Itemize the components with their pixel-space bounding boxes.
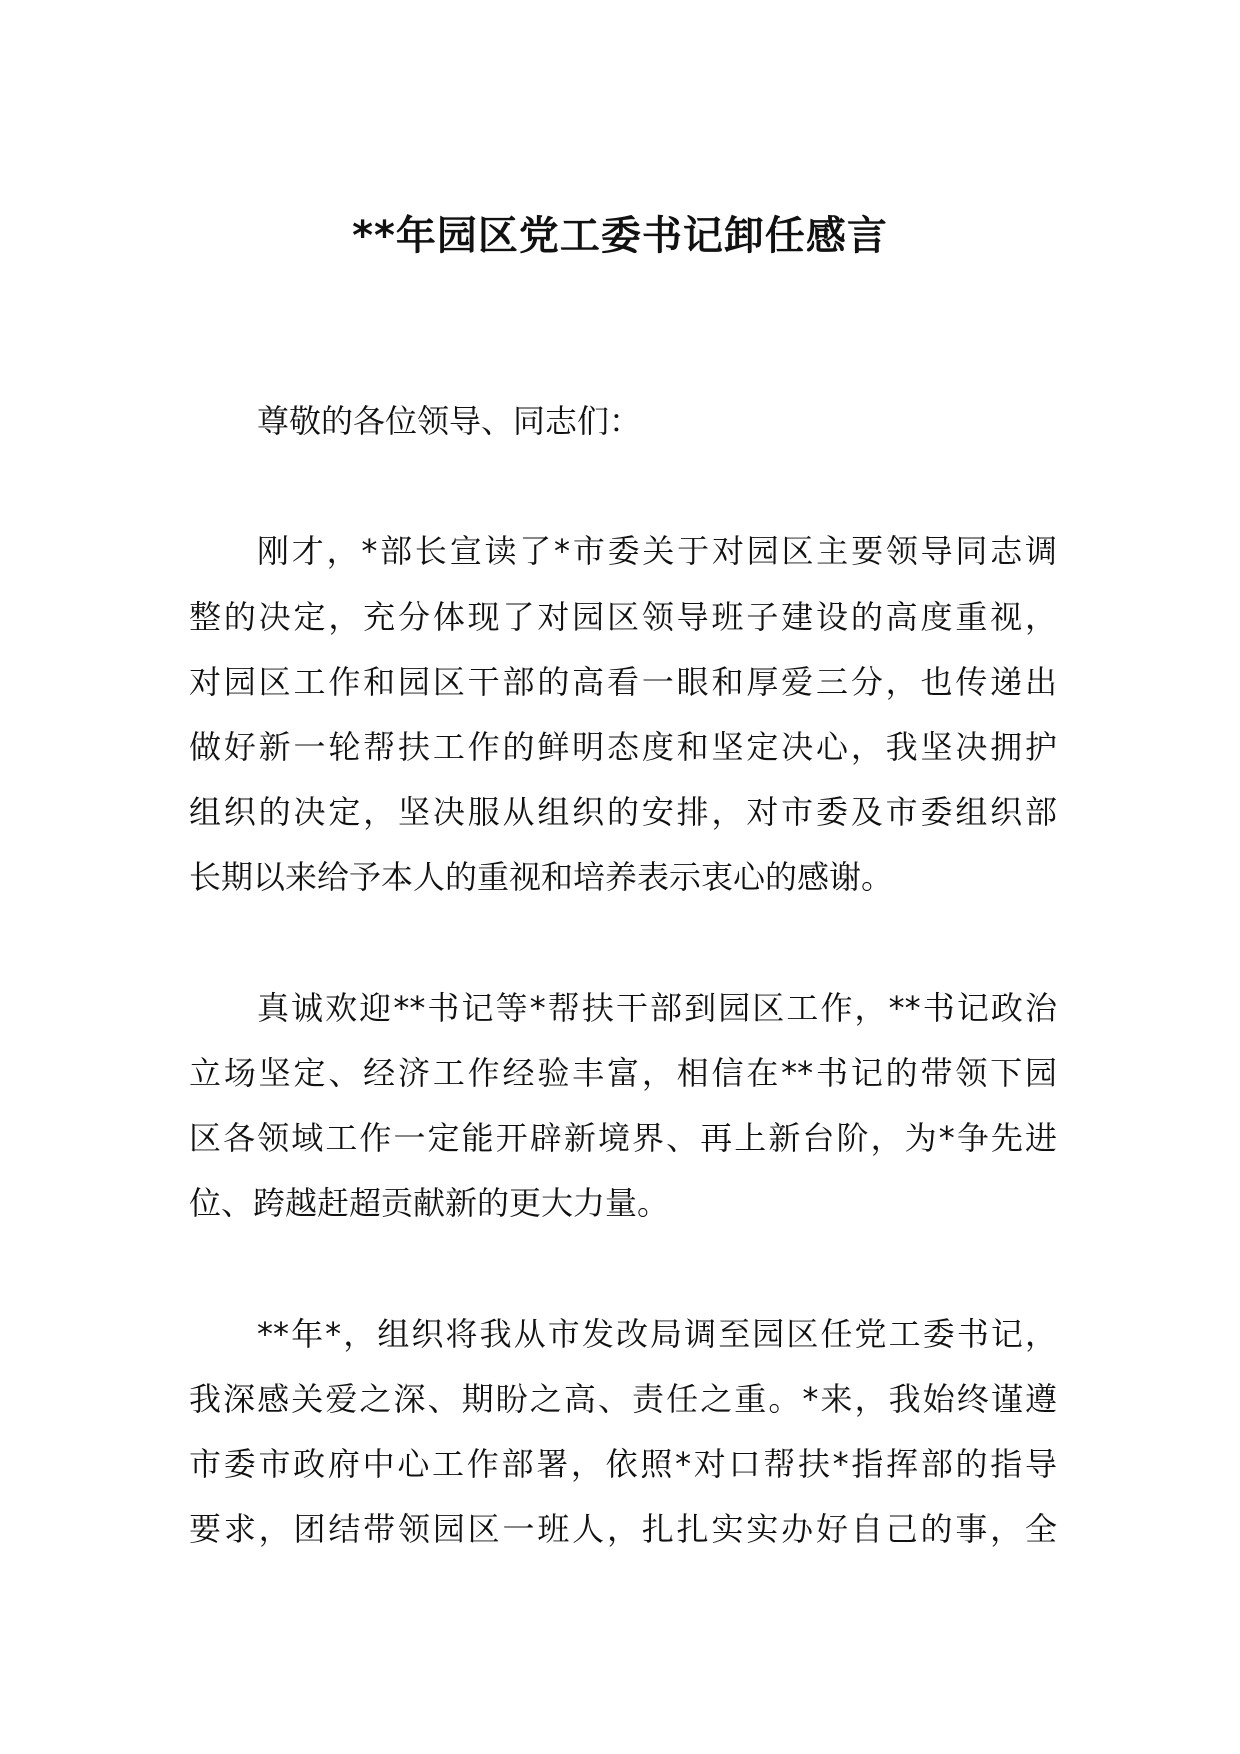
text-line: 长期以来给予本人的重视和培养表示衷心的感谢。 xyxy=(189,858,894,897)
text-line: 市委市政府中心工作部署，依照*对口帮扶*指挥部的指导 xyxy=(189,1445,1057,1483)
text-line: 整的决定，充分体现了对园区领导班子建设的高度重视， xyxy=(189,597,1057,636)
document-body xyxy=(189,389,1057,1562)
text-line: 区各领域工作一定能开辟新境界、再上新台阶，为*争先进 xyxy=(189,1119,1057,1158)
paragraph-2 xyxy=(189,976,1057,1237)
paragraph-1 xyxy=(189,519,1057,910)
text-line: 对园区工作和园区干部的高看一眼和厚爱三分，也传递出 xyxy=(189,662,1057,701)
document-title: **年园区党工委书记卸任感言 xyxy=(352,213,888,259)
text-line: 做好新一轮帮扶工作的鲜明态度和坚定决心，我坚决拥护 xyxy=(189,727,1057,766)
paragraph-spacer xyxy=(189,1236,1057,1301)
text-line: 真诚欢迎**书记等*帮扶干部到园区工作，**书记政治 xyxy=(257,988,1057,1027)
text-line: 要求，团结带领园区一班人，扎扎实实办好自己的事，全 xyxy=(189,1510,1057,1549)
greeting: 尊敬的各位领导、同志们： xyxy=(257,402,642,440)
paragraph-spacer xyxy=(189,454,1057,519)
text-line: 组织的决定，坚决服从组织的安排，对市委及市委组织部 xyxy=(189,793,1057,832)
paragraph-3 xyxy=(189,1302,1057,1563)
text-line: 刚才，*部长宣读了*市委关于对园区主要领导同志调 xyxy=(257,532,1057,571)
text-line: 立场坚定、经济工作经验丰富，相信在**书记的带领下园 xyxy=(189,1053,1057,1092)
text-line: 我深感关爱之深、期盼之高、责任之重。*来，我始终谨遵 xyxy=(189,1379,1057,1418)
text-line: **年*，组织将我从市发改局调至园区任党工委书记， xyxy=(257,1314,1057,1353)
text-line: 位、跨越赶超贡献新的更大力量。 xyxy=(189,1184,670,1223)
paragraph-spacer xyxy=(189,911,1057,976)
